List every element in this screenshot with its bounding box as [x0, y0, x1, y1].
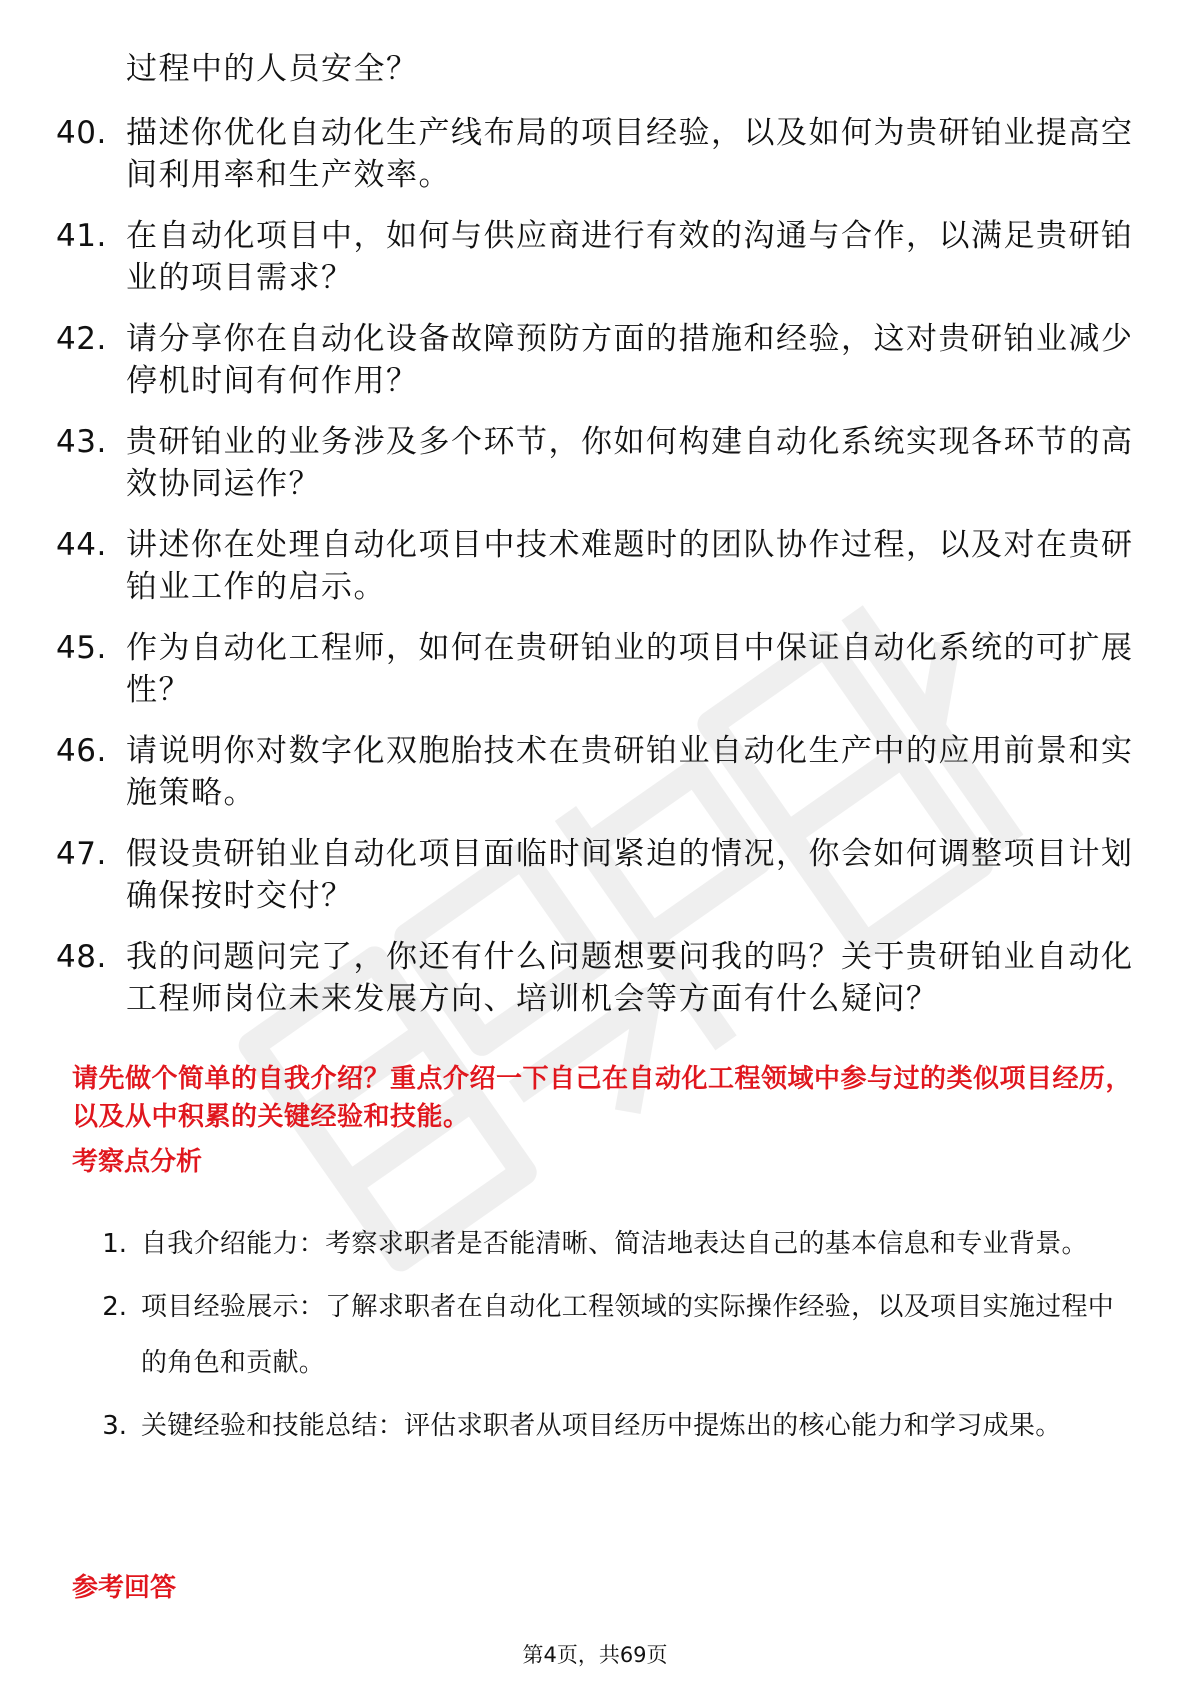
question-text: 我的问题问完了，你还有什么问题想要问我的吗？关于贵研铂业自动化工程师岗位未来发展方向、培训机会等方面有什么疑问？ — [126, 939, 1134, 1017]
question-continuation-text: 过程中的人员安全？ — [126, 51, 419, 87]
question-item — [56, 215, 1136, 299]
analysis-text: 项目经验展示：了解求职者在自动化工程领域的实际操作经验，以及项目实施过程中的角色和贡献。 — [141, 1292, 1115, 1378]
question-list — [56, 48, 1136, 1039]
analysis-number: 3. — [102, 1411, 127, 1441]
question-number: 48. — [56, 939, 107, 975]
question-number: 42. — [56, 321, 107, 357]
question-number: 40. — [56, 115, 107, 151]
question-item — [56, 627, 1136, 711]
question-item — [56, 936, 1136, 1020]
question-number: 41. — [56, 218, 107, 254]
question-text: 请分享你在自动化设备故障预防方面的措施和经验，这对贵研铂业减少停机时间有何作用？ — [126, 321, 1134, 399]
analysis-title: 考察点分析 — [72, 1147, 203, 1177]
question-item — [56, 112, 1136, 196]
question-number: 47. — [56, 836, 107, 872]
question-continuation — [56, 48, 1136, 90]
reference-answer-title: 参考回答 — [72, 1573, 177, 1603]
analysis-text: 自我介绍能力：考察求职者是否能清晰、简洁地表达自己的基本信息和专业背景。 — [141, 1229, 1088, 1259]
analysis-number: 1. — [102, 1229, 127, 1259]
question-number: 43. — [56, 424, 107, 460]
question-number: 45. — [56, 630, 107, 666]
analysis-list — [72, 1216, 1132, 1461]
analysis-item — [72, 1398, 1132, 1454]
question-text: 假设贵研铂业自动化项目面临时间紧迫的情况，你会如何调整项目计划确保按时交付？ — [126, 836, 1134, 914]
analysis-text: 关键经验和技能总结：评估求职者从项目经历中提炼出的核心能力和学习成果。 — [141, 1411, 1062, 1441]
analysis-number: 2. — [102, 1292, 127, 1322]
question-text: 在自动化项目中，如何与供应商进行有效的沟通与合作，以满足贵研铂业的项目需求？ — [126, 218, 1134, 296]
question-item — [56, 524, 1136, 608]
question-text: 描述你优化自动化生产线布局的项目经验，以及如何为贵研铂业提高空间利用率和生产效率。 — [126, 115, 1134, 193]
question-number: 44. — [56, 527, 107, 563]
question-item — [56, 730, 1136, 814]
question-text: 请说明你对数字化双胞胎技术在贵研铂业自动化生产中的应用前景和实施策略。 — [126, 733, 1134, 811]
analysis-item — [72, 1216, 1132, 1272]
question-text: 作为自动化工程师，如何在贵研铂业的项目中保证自动化系统的可扩展性？ — [126, 630, 1134, 708]
highlight-question: 请先做个简单的自我介绍？重点介绍一下自己在自动化工程领域中参与过的类似项目经历，以及从中积累的关键经验和技能。 — [72, 1064, 1133, 1132]
question-text: 贵研铂业的业务涉及多个环节，你如何构建自动化系统实现各环节的高效协同运作？ — [126, 424, 1134, 502]
question-number: 46. — [56, 733, 107, 769]
question-item — [56, 833, 1136, 917]
question-text: 讲述你在处理自动化项目中技术难题时的团队协作过程，以及对在贵研铂业工作的启示。 — [126, 527, 1134, 605]
question-item — [56, 318, 1136, 402]
page-footer: 第4页，共69页 — [522, 1643, 668, 1667]
analysis-item — [72, 1279, 1132, 1391]
question-item — [56, 421, 1136, 505]
